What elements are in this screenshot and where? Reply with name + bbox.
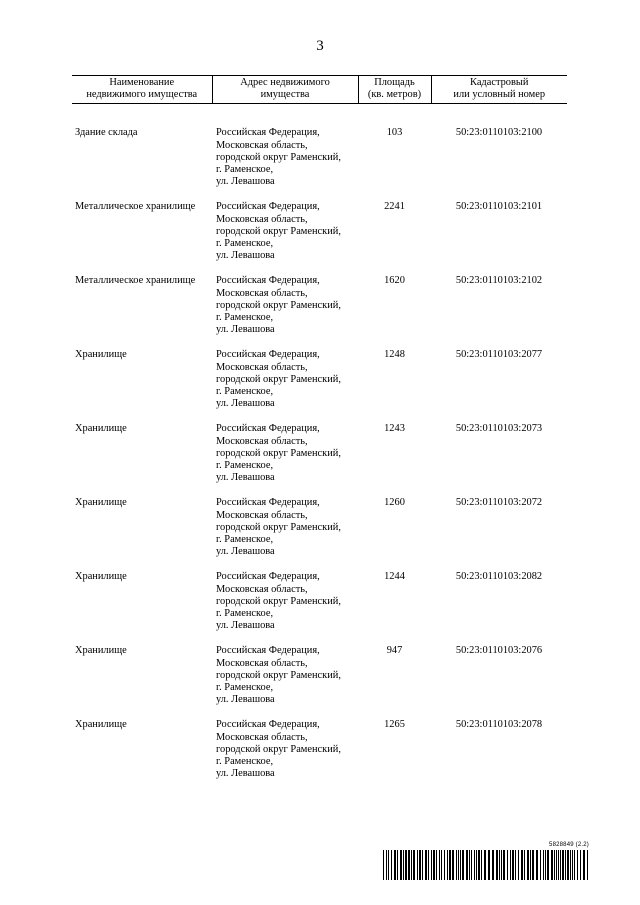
barcode-bar bbox=[551, 850, 553, 880]
barcode-bar bbox=[524, 850, 525, 880]
property-name-cell: Хранилище bbox=[75, 645, 127, 657]
header-name: Наименование недвижимого имущества bbox=[72, 76, 212, 104]
barcode-bar bbox=[466, 850, 468, 880]
barcode-bar bbox=[503, 850, 505, 880]
barcode-bar bbox=[449, 850, 451, 880]
barcode-bar bbox=[567, 850, 569, 880]
barcode-bar bbox=[556, 850, 557, 880]
property-name-cell: Металлическое хранилище bbox=[75, 201, 196, 213]
property-name-cell: Хранилище bbox=[75, 497, 127, 509]
barcode-bar bbox=[515, 850, 516, 880]
barcode-bar bbox=[572, 850, 573, 880]
barcode-bar bbox=[540, 850, 541, 880]
property-name-cell: Металлическое хранилище bbox=[75, 275, 196, 287]
barcode-bar bbox=[530, 850, 531, 880]
barcode-bar bbox=[587, 850, 588, 880]
barcode-bar bbox=[554, 850, 555, 880]
barcode-bar bbox=[484, 850, 486, 880]
property-name-cell: Хранилище bbox=[75, 349, 127, 361]
property-address-cell: Российская Федерация, Московская область, городской округ Раменский, г. Раменское, ул. Левашова bbox=[216, 349, 341, 410]
property-cadastral-cell: 50:23:0110103:2076 bbox=[455, 645, 543, 657]
table-row bbox=[72, 127, 567, 201]
barcode-bar bbox=[481, 850, 482, 880]
property-name-cell: Здание склада bbox=[75, 127, 138, 139]
property-address-cell: Российская Федерация, Московская область, городской округ Раменский, г. Раменское, ул. Левашова bbox=[216, 275, 341, 336]
barcode-bar bbox=[518, 850, 519, 880]
barcode-bar bbox=[436, 850, 437, 880]
barcode-bar bbox=[444, 850, 445, 880]
barcode-bar bbox=[565, 850, 566, 880]
barcode-bar bbox=[419, 850, 421, 880]
barcode-bar bbox=[501, 850, 502, 880]
barcode-bar bbox=[574, 850, 575, 880]
barcode-bar bbox=[536, 850, 538, 880]
property-name-cell: Хранилище bbox=[75, 423, 127, 435]
table-header bbox=[72, 76, 567, 104]
barcode-bar bbox=[512, 850, 514, 880]
property-cadastral-cell: 50:23:0110103:2077 bbox=[455, 349, 543, 361]
barcode-bar bbox=[403, 850, 404, 880]
barcode-bar bbox=[580, 850, 581, 880]
property-cadastral-cell: 50:23:0110103:2082 bbox=[455, 571, 543, 583]
barcode-bar bbox=[411, 850, 412, 880]
property-address-cell: Российская Федерация, Московская область, городской округ Раменский, г. Раменское, ул. Левашова bbox=[216, 201, 341, 262]
property-area-cell: 1244 bbox=[384, 571, 405, 583]
property-table bbox=[72, 75, 567, 793]
table-row bbox=[72, 571, 567, 645]
property-address-cell: Российская Федерация, Московская область, городской округ Раменский, г. Раменское, ул. Левашова bbox=[216, 127, 341, 188]
property-cadastral-cell: 50:23:0110103:2072 bbox=[455, 497, 543, 509]
barcode-bar bbox=[425, 850, 427, 880]
barcode-bar bbox=[474, 850, 475, 880]
barcode-bar bbox=[560, 850, 561, 880]
barcode-bar bbox=[496, 850, 498, 880]
barcode-bar bbox=[558, 850, 559, 880]
barcode-bar bbox=[507, 850, 508, 880]
barcode-bar bbox=[458, 850, 459, 880]
barcode-bar bbox=[456, 850, 457, 880]
barcode-number: 5828849 (2.2) bbox=[549, 842, 589, 848]
barcode-bar bbox=[469, 850, 470, 880]
barcode-bar bbox=[428, 850, 429, 880]
property-cadastral-cell: 50:23:0110103:2078 bbox=[455, 719, 543, 731]
table-row bbox=[72, 423, 567, 497]
barcode-bar bbox=[521, 850, 523, 880]
barcode-bar bbox=[583, 850, 585, 880]
page-number: 3 bbox=[316, 38, 324, 54]
property-address-cell: Российская Федерация, Московская область, городской округ Раменский, г. Раменское, ул. Левашова bbox=[216, 497, 341, 558]
barcode-bar bbox=[405, 850, 407, 880]
barcode-bar bbox=[441, 850, 442, 880]
table-body bbox=[72, 104, 567, 794]
property-address-cell: Российская Федерация, Московская область, городской округ Раменский, г. Раменское, ул. Левашова bbox=[216, 645, 341, 706]
barcode-bar bbox=[492, 850, 494, 880]
property-address-cell: Российская Федерация, Московская область, городской округ Раменский, г. Раменское, ул. Левашова bbox=[216, 423, 341, 484]
barcode bbox=[383, 842, 589, 880]
property-area-cell: 1248 bbox=[384, 349, 405, 361]
barcode-bar bbox=[488, 850, 490, 880]
barcode-bar bbox=[460, 850, 461, 880]
table-row bbox=[72, 201, 567, 275]
property-cadastral-cell: 50:23:0110103:2100 bbox=[455, 127, 543, 139]
property-area-cell: 2241 bbox=[384, 201, 405, 213]
property-area-cell: 1620 bbox=[384, 275, 405, 287]
barcode-bars bbox=[383, 850, 589, 880]
barcode-bar bbox=[462, 850, 464, 880]
table-row bbox=[72, 497, 567, 571]
header-address: Адрес недвижимого имущества bbox=[212, 76, 358, 104]
barcode-bar bbox=[499, 850, 500, 880]
property-cadastral-cell: 50:23:0110103:2073 bbox=[455, 423, 543, 435]
barcode-bar bbox=[510, 850, 511, 880]
barcode-bar bbox=[452, 850, 454, 880]
property-address-cell: Российская Федерация, Московская область, городской округ Раменский, г. Раменское, ул. Левашова bbox=[216, 719, 341, 780]
barcode-bar bbox=[545, 850, 546, 880]
barcode-bar bbox=[471, 850, 472, 880]
property-area-cell: 947 bbox=[386, 645, 403, 657]
property-name-cell: Хранилище bbox=[75, 719, 127, 731]
property-area-cell: 1260 bbox=[384, 497, 405, 509]
barcode-bar bbox=[532, 850, 534, 880]
property-cadastral-cell: 50:23:0110103:2102 bbox=[455, 275, 543, 287]
header-cadastral: Кадастровый или условный номер bbox=[431, 76, 567, 104]
barcode-bar bbox=[478, 850, 480, 880]
property-area-cell: 1243 bbox=[384, 423, 405, 435]
property-cadastral-cell: 50:23:0110103:2101 bbox=[455, 201, 543, 213]
barcode-bar bbox=[562, 850, 564, 880]
barcode-bar bbox=[476, 850, 477, 880]
barcode-bar bbox=[527, 850, 529, 880]
barcode-bar bbox=[422, 850, 423, 880]
table-row bbox=[72, 719, 567, 793]
property-area-cell: 1265 bbox=[384, 719, 405, 731]
table-row bbox=[72, 349, 567, 423]
barcode-bar bbox=[408, 850, 410, 880]
barcode-bar bbox=[383, 850, 384, 880]
barcode-bar bbox=[400, 850, 402, 880]
barcode-bar bbox=[394, 850, 396, 880]
barcode-bar bbox=[397, 850, 398, 880]
barcode-bar bbox=[447, 850, 448, 880]
property-name-cell: Хранилище bbox=[75, 571, 127, 583]
table-row bbox=[72, 645, 567, 719]
barcode-bar bbox=[577, 850, 578, 880]
barcode-bar bbox=[433, 850, 435, 880]
barcode-bar bbox=[388, 850, 389, 880]
barcode-bar bbox=[547, 850, 549, 880]
barcode-bar bbox=[431, 850, 432, 880]
property-address-cell: Российская Федерация, Московская область, городской округ Раменский, г. Раменское, ул. Левашова bbox=[216, 571, 341, 632]
barcode-bar bbox=[391, 850, 392, 880]
barcode-bar bbox=[386, 850, 387, 880]
header-area: Площадь (кв. метров) bbox=[358, 76, 431, 104]
barcode-bar bbox=[570, 850, 571, 880]
barcode-bar bbox=[417, 850, 418, 880]
barcode-bar bbox=[413, 850, 415, 880]
barcode-bar bbox=[439, 850, 440, 880]
barcode-bar bbox=[543, 850, 544, 880]
property-area-cell: 103 bbox=[386, 127, 403, 139]
table-row bbox=[72, 275, 567, 349]
